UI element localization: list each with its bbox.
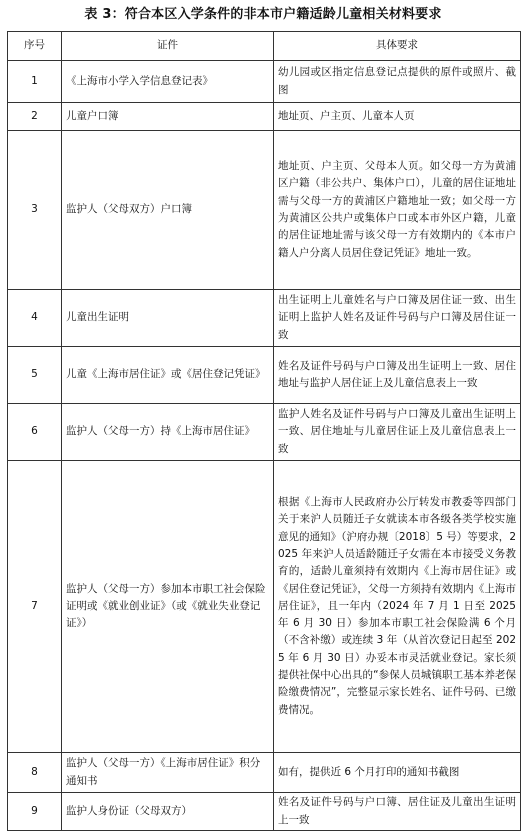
row-number: 5	[8, 347, 62, 404]
header-doc: 证件	[62, 32, 274, 61]
document-name: 监护人（父母一方）《上海市居住证》积分通知书	[62, 753, 274, 793]
row-number: 2	[8, 103, 62, 131]
table-header-row	[8, 32, 521, 61]
row-number: 8	[8, 753, 62, 793]
table-row	[8, 461, 521, 753]
header-no: 序号	[8, 32, 62, 61]
requirement-text: 姓名及证件号码与户口簿、居住证及儿童出生证明上一致	[274, 793, 521, 831]
requirement-text: 幼儿园或区指定信息登记点提供的原件或照片、截图	[274, 61, 521, 103]
header-req: 具体要求	[274, 32, 521, 61]
requirements-table	[7, 31, 521, 831]
table-row	[8, 404, 521, 461]
document-name: 儿童户口簿	[62, 103, 274, 131]
requirement-text: 地址页、户主页、儿童本人页	[274, 103, 521, 131]
table-row	[8, 103, 521, 131]
document-name: 《上海市小学入学信息登记表》	[62, 61, 274, 103]
requirement-text: 根据《上海市人民政府办公厅转发市教委等四部门关于来沪人员随迁子女就读本市各级各类学校实施意见的通知》（沪府办规〔2018〕5 号）等要求，2025 年来沪人员适龄随迁子女需在本市接受义务教育的，适龄儿童须持有效期内《上海市居住证》或《居住登记凭证》，父母一方须持有效期内《上海市居住证》，且一年内（2024 年 7 月 1 日至 2025 年 6 月 30 日）参加本市职工社会保险满 6 个月（不含补缴）或连续 3 年（从首次登记日起至 2025 年 6 月 30 日）办妥本市灵活就业登记。家长须提供社保中心出具的“参保人员城镇职工基本养老保险缴费情况”，完整显示家长姓名、证件号码、已缴费情况。	[274, 461, 521, 753]
requirement-text: 监护人姓名及证件号码与户口簿及儿童出生证明上一致、居住地址与儿童居住证上及儿童信息表上一致	[274, 404, 521, 461]
row-number: 3	[8, 131, 62, 290]
document-name: 监护人（父母双方）户口簿	[62, 131, 274, 290]
row-number: 9	[8, 793, 62, 831]
table-row	[8, 131, 521, 290]
requirement-text: 地址页、户主页、父母本人页。如父母一方为黄浦区户籍（非公共户、集体户口），儿童的居住证地址需与父母一方的黄浦区户籍地址一致；如父母一方为黄浦区公共户或集体户口或本市外区户籍，儿童的居住证地址需与该父母一方有效期内的《本市户籍人户分离人员居住登记凭证》地址一致。	[274, 131, 521, 290]
requirement-text: 姓名及证件号码与户口簿及出生证明上一致、居住地址与监护人居住证上及儿童信息表上一致	[274, 347, 521, 404]
table-row	[8, 793, 521, 831]
table-row	[8, 290, 521, 347]
table-title: 表 3：符合本区入学条件的非本市户籍适龄儿童相关材料要求	[84, 7, 442, 22]
row-number: 4	[8, 290, 62, 347]
table-row	[8, 347, 521, 404]
requirement-text: 如有，提供近 6 个月打印的通知书截图	[274, 753, 521, 793]
document-name: 儿童出生证明	[62, 290, 274, 347]
document-name: 监护人（父母一方）参加本市职工社会保险证明或《就业创业证》（或《就业失业登记证》）	[62, 461, 274, 753]
document-name: 儿童《上海市居住证》或《居住登记凭证》	[62, 347, 274, 404]
row-number: 6	[8, 404, 62, 461]
requirement-text: 出生证明上儿童姓名与户口簿及居住证一致、出生证明上监护人姓名及证件号码与户口簿及居住证一致	[274, 290, 521, 347]
document-name: 监护人（父母一方）持《上海市居住证》	[62, 404, 274, 461]
document-name: 监护人身份证（父母双方）	[62, 793, 274, 831]
table-row	[8, 753, 521, 793]
row-number: 1	[8, 61, 62, 103]
row-number: 7	[8, 461, 62, 753]
table-row	[8, 61, 521, 103]
